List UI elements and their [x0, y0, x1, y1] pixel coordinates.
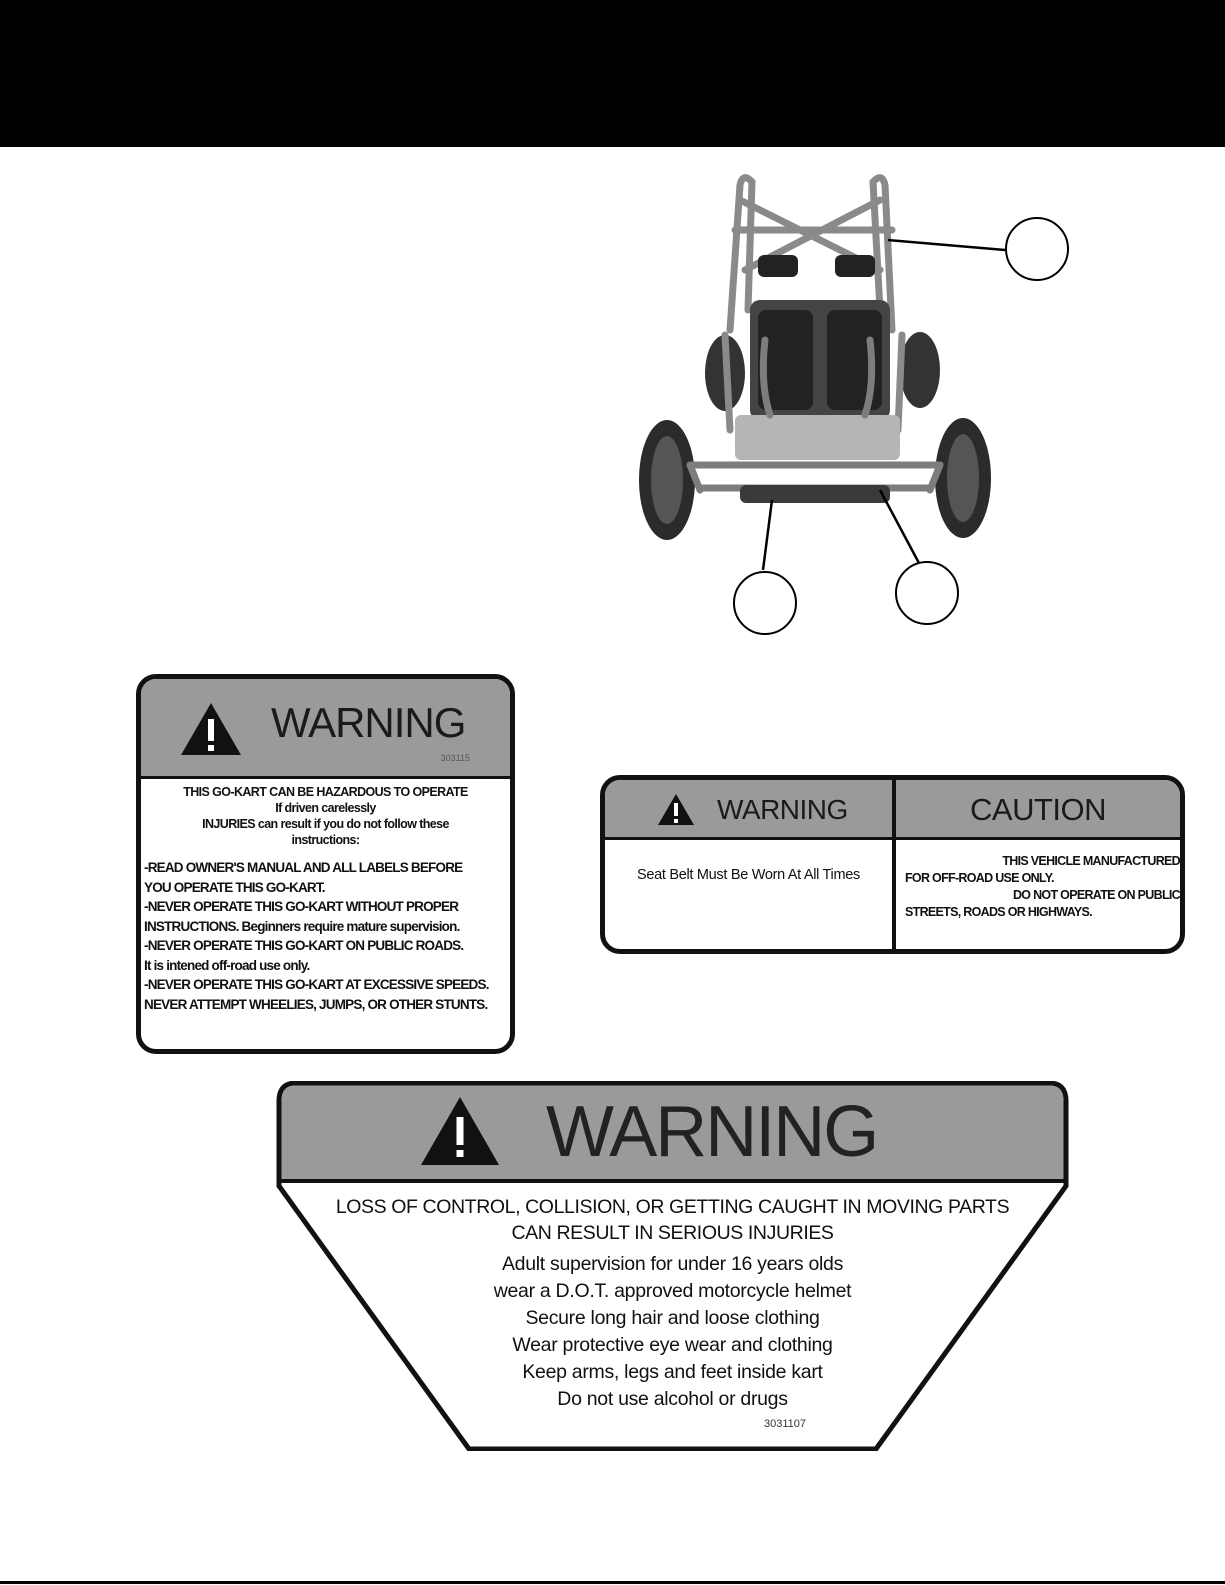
- offroad-text: [905, 853, 1180, 921]
- label-header: [141, 679, 510, 779]
- list-item: Do not use alcohol or drugs: [557, 1388, 788, 1410]
- label-code: 303115: [440, 753, 470, 763]
- rule-line: YOU OPERATE THIS GO-KART.: [144, 879, 325, 895]
- list-item: Secure long hair and loose clothing: [525, 1307, 820, 1329]
- list-item: Adult supervision for under 16 years olds: [501, 1253, 844, 1275]
- offroad-line: FOR OFF-ROAD USE ONLY.: [905, 871, 1054, 885]
- offroad-line: STREETS, ROADS OR HIGHWAYS.: [905, 905, 1092, 919]
- intro-line: instructions:: [291, 833, 360, 847]
- intro-line: If driven carelessly: [275, 801, 376, 815]
- label-header-title: WARNING: [546, 1092, 878, 1172]
- rule-line: INSTRUCTIONS. Beginners require mature supervision.: [144, 918, 460, 934]
- list-item: wear a D.O.T. approved motorcycle helmet: [493, 1280, 852, 1302]
- caution-title: CAUTION: [970, 792, 1106, 827]
- intro-line: THIS GO-KART CAN BE HAZARDOUS TO OPERATE: [183, 785, 468, 799]
- rule-line: -NEVER OPERATE THIS GO-KART AT EXCESSIVE SPEEDS.: [144, 977, 489, 992]
- rule-line: NEVER ATTEMPT WHEELIES, JUMPS, OR OTHER STUNTS.: [144, 996, 488, 1012]
- offroad-line: DO NOT OPERATE ON PUBLIC: [1012, 888, 1180, 902]
- safety-list: [276, 1251, 1069, 1413]
- header-bar: [0, 0, 1225, 147]
- callout-circle: [733, 571, 797, 635]
- offroad-line: THIS VEHICLE MANUFACTURED: [1002, 854, 1180, 868]
- label-header-title: WARNING: [271, 699, 466, 746]
- warning-caution-label: [600, 775, 1185, 954]
- warning-triangle-icon: [419, 1095, 501, 1167]
- label-code: 3031107: [764, 1418, 807, 1430]
- label-rules: [144, 858, 510, 1014]
- rule-line: -NEVER OPERATE THIS GO-KART ON PUBLIC ROADS.: [144, 938, 464, 953]
- callout-circle: [895, 561, 959, 625]
- rule-line: -NEVER OPERATE THIS GO-KART WITHOUT PROPER: [144, 899, 459, 914]
- callout-circle: [1005, 217, 1069, 281]
- warning-label-safety: [276, 1081, 1069, 1451]
- warning-triangle-icon: [657, 793, 695, 826]
- rule-line: -READ OWNER'S MANUAL AND ALL LABELS BEFORE: [144, 860, 463, 875]
- warning-label-hazard: [136, 674, 515, 1054]
- hazard-line: CAN RESULT IN SERIOUS INJURIES: [511, 1222, 834, 1244]
- seat-belt-text: Seat Belt Must Be Worn At All Times: [637, 867, 860, 883]
- hazard-line: LOSS OF CONTROL, COLLISION, OR GETTING CAUGHT IN MOVING PARTS: [335, 1196, 1010, 1218]
- footer-rule: [0, 1581, 1225, 1584]
- list-item: Keep arms, legs and feet inside kart: [522, 1361, 823, 1383]
- list-item: Wear protective eye wear and clothing: [512, 1334, 833, 1356]
- warning-triangle-icon: [179, 701, 243, 757]
- warning-title: WARNING: [717, 794, 848, 825]
- intro-line: INJURIES can result if you do not follow these: [202, 817, 449, 831]
- rule-line: It is intened off-road use only.: [144, 957, 310, 973]
- label-intro: [141, 784, 510, 848]
